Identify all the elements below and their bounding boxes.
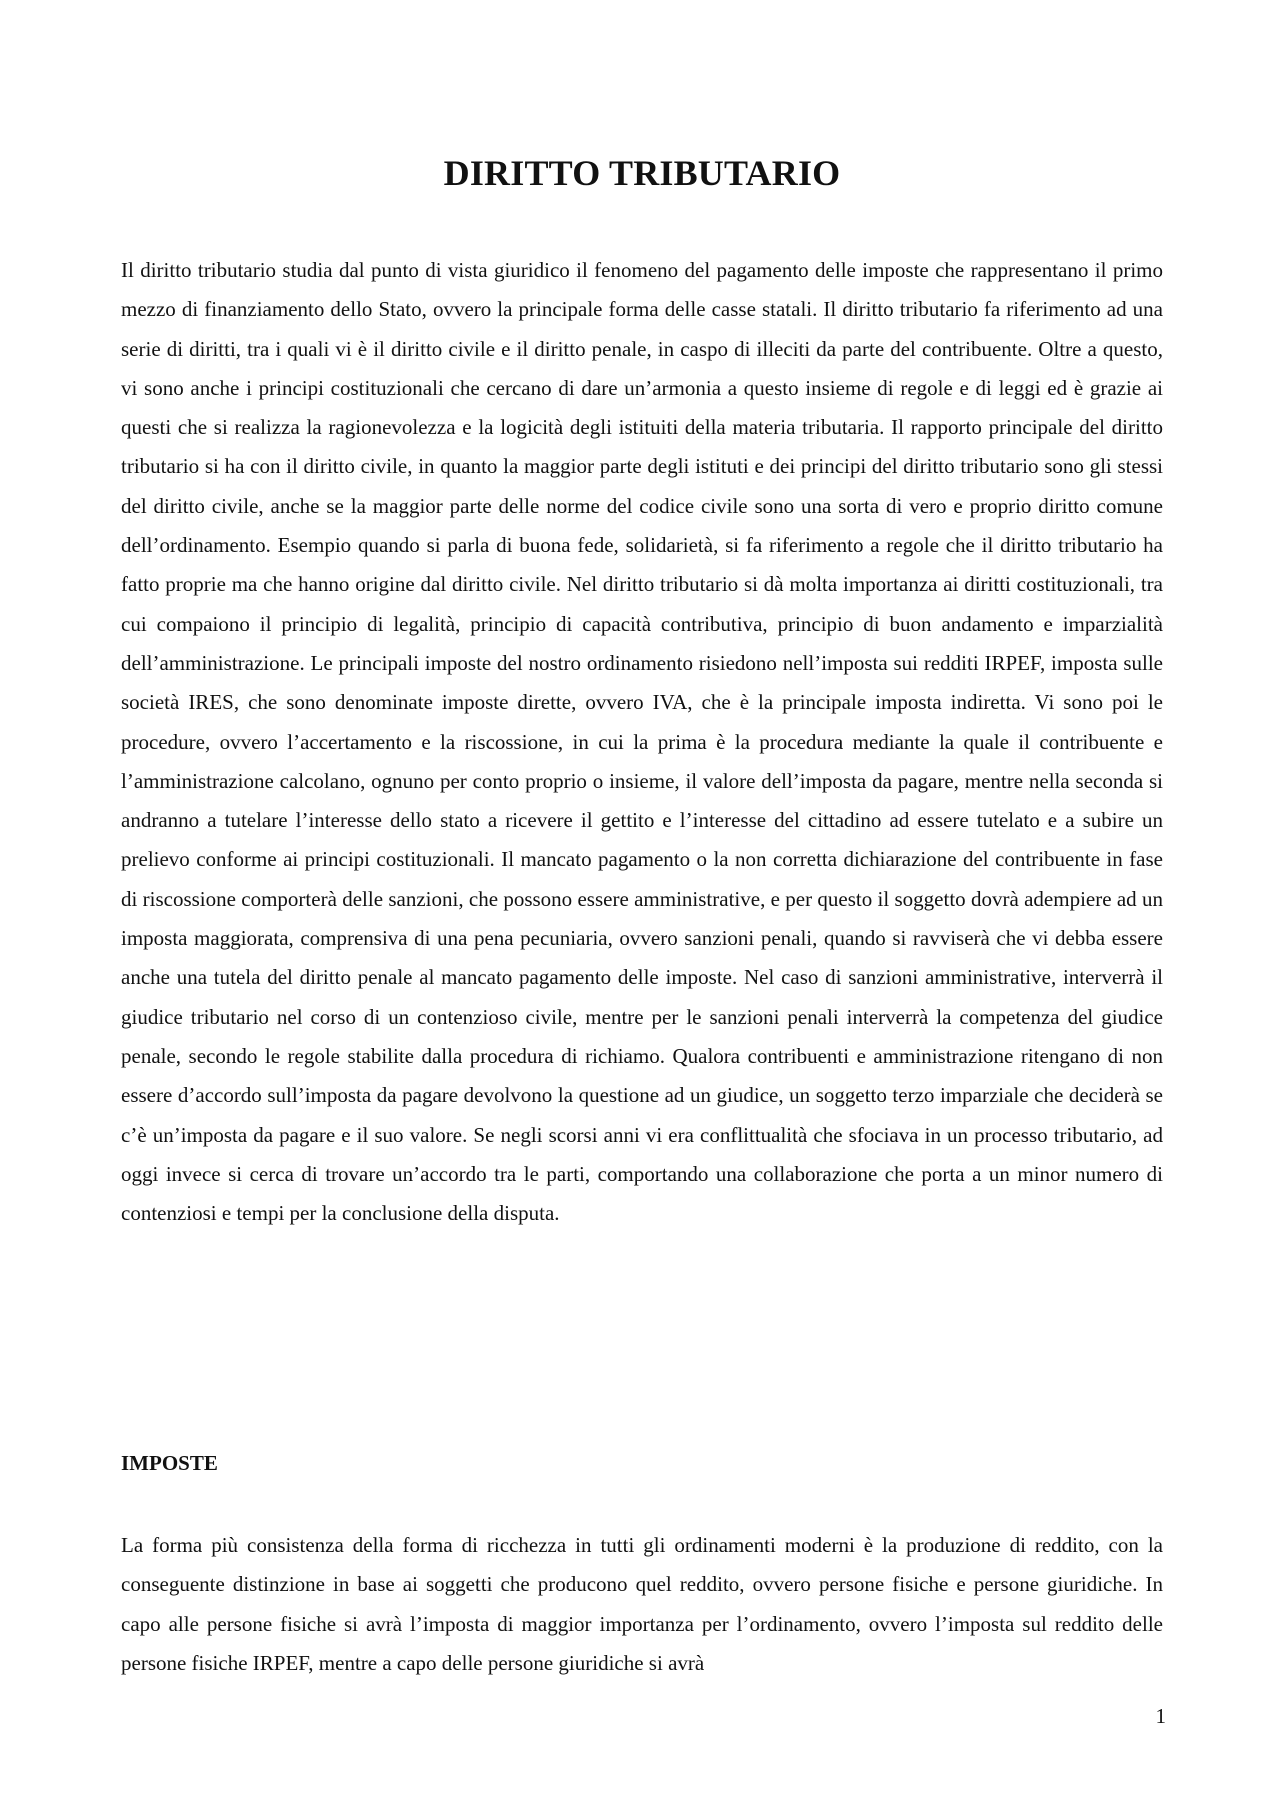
section-heading-imposte: IMPOSTE xyxy=(121,1451,218,1475)
body-paragraph-imposte: La forma più consistenza della forma di ricchezza in tutti gli ordinamenti moderni è la produzione di reddito, con la conseguente distinzione in base ai soggetti che producono quel reddito, ovvero persone fisiche e persone giuridiche. In capo alle persone fisiche si avrà l’imposta di maggior importanza per l’ordinamento, ovvero l’imposta sul reddito delle persone fisiche IRPEF, mentre a capo delle persone giuridiche si avrà xyxy=(121,1533,1163,1675)
document-title: DIRITTO TRIBUTARIO xyxy=(443,153,841,193)
page-number: 1 xyxy=(1155,1704,1166,1728)
body-paragraph-intro: Il diritto tributario studia dal punto di vista giuridico il fenomeno del pagamento delle imposte che rappresentano il primo mezzo di finanziamento dello Stato, ovvero la principale forma delle casse statali. Il diritto tributario fa riferimento ad una serie di diritti, tra i quali vi è il diritto civile e il diritto penale, in caspo di illeciti da parte del contribuente. Oltre a questo, vi sono anche i principi costituzionali che cercano di dare un’armonia a questo insieme di regole e di leggi ed è grazie ai questi che si realizza la ragionevolezza e la logicità degli istituiti della materia tributaria. Il rapporto principale del diritto tributario si ha con il diritto civile, in quanto la maggior parte degli istituti e dei principi del diritto tributario sono gli stessi del diritto civile, anche se la maggior parte delle norme del codice civile sono una sorta di vero e proprio diritto comune dell’ordinamento. Esempio quando si parla di buona fede, solidarietà, si fa riferimento a regole che il diritto tributario ha fatto proprie ma che hanno origine dal diritto civile. Nel diritto tributario si dà molta importanza ai diritti costituzionali, tra cui compaiono il principio di legalità, principio di capacità contributiva, principio di buon andamento e imparzialità dell’amministrazione. Le principali imposte del nostro ordinamento risiedono nell’imposta sui redditi IRPEF, imposta sulle società IRES, che sono denominate imposte dirette, ovvero IVA, che è la principale imposta indiretta. Vi sono poi le procedure, ovvero l’accertamento e la riscossione, in cui la prima è la procedura mediante la quale il contribuente e l’amministrazione calcolano, ognuno per conto proprio o insieme, il valore dell’imposta da pagare, mentre nella seconda si andranno a tutelare l’interesse dello stato a ricevere il gettito e l’interesse del cittadino ad essere tutelato e a subire un prelievo conforme ai principi costituzionali. Il mancato pagamento o la non corretta dichiarazione del contribuente in fase di riscossione comporterà delle sanzioni, che possono essere amministrative, e per questo il soggetto dovrà adempiere ad un imposta maggiorata, comprensiva di una pena pecuniaria, ovvero sanzioni penali, quando si ravviserà che vi debba essere anche una tutela del diritto penale al mancato pagamento delle imposte. Nel caso di sanzioni amministrative, interverrà il giudice tributario nel corso di un contenzioso civile, mentre per le sanzioni penali interverrà la competenza del giudice penale, secondo le regole stabilite dalla procedura di richiamo. Qualora contribuenti e amministrazione ritengano di non essere d’accordo sull’imposta da pagare devolvono la questione ad un giudice, un soggetto terzo imparziale che deciderà se c’è un’imposta da pagare e il suo valore. Se negli scorsi anni vi era conflittualità che sfociava in un processo tributario, ad oggi invece si cerca di trovare un’accordo tra le parti, comportando una collaborazione che porta a un minor numero di contenziosi e tempi per la conclusione della disputa. xyxy=(121,258,1163,1226)
